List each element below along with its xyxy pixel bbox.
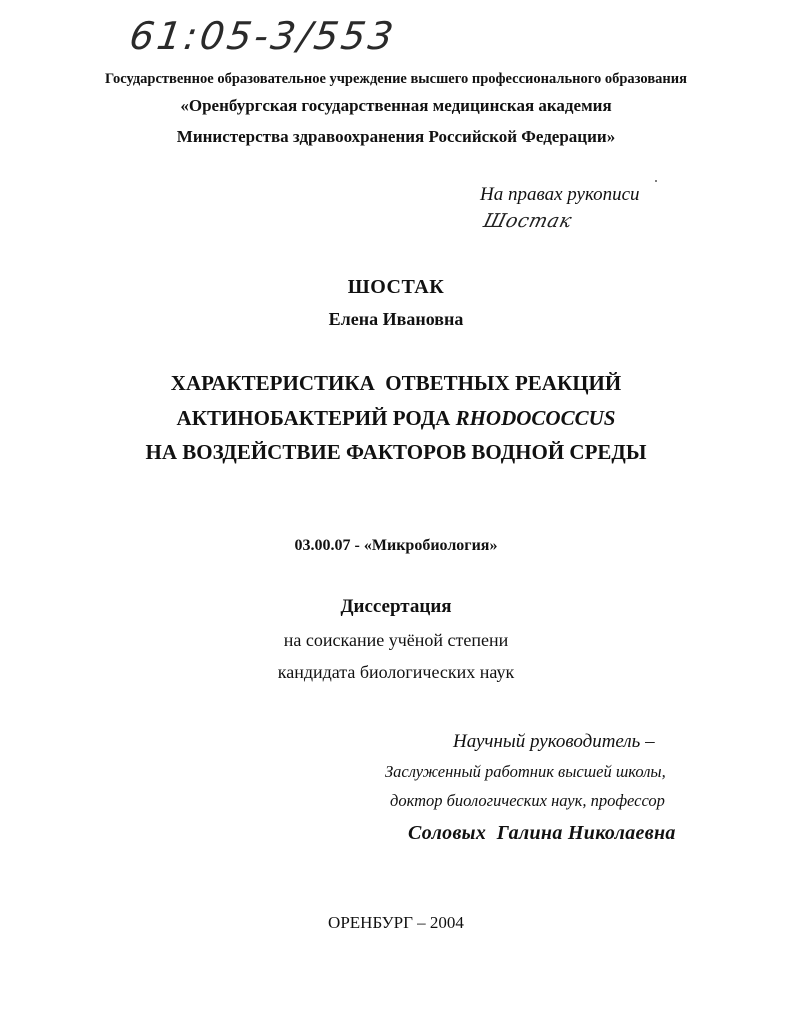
institution-line-2: «Оренбургская государственная медицинская академия — [180, 96, 612, 115]
advisor-label: Научный руководитель – — [453, 731, 655, 752]
author-given-names: Елена Ивановна — [328, 309, 464, 329]
title-genus-name: RHODOCOCCUS — [455, 406, 616, 430]
archive-code-handwritten: 61:05-3/553 — [126, 14, 399, 58]
title-line-3: НА ВОЗДЕЙСТВИЕ ФАКТОРОВ ВОДНОЙ СРЕДЫ — [145, 440, 647, 464]
institution-line-3: Министерства здравоохранения Российской Федерации» — [176, 127, 616, 146]
degree-line-2: кандидата биологических наук — [277, 662, 515, 682]
title-line-2-prefix: АКТИНОБАКТЕРИЙ РОДА — [176, 406, 451, 430]
degree-line-1: на соискание учёной степени — [283, 630, 509, 650]
advisor-name: Соловых Галина Николаевна — [408, 822, 676, 844]
manuscript-rights-note: На правах рукописи — [480, 184, 640, 205]
institution-line-1: Государственное образовательное учреждение высшего профессионального образования — [105, 71, 687, 87]
author-surname: ШОСТАК — [347, 276, 445, 298]
advisor-title-line-2: доктор биологических наук, профессор — [390, 791, 665, 810]
scan-speck — [655, 180, 657, 182]
title-line-2 — [0, 406, 792, 431]
specialty-code: 03.00.07 - «Микробиология» — [294, 537, 498, 554]
title-line-1: ХАРАКТЕРИСТИКА ОТВЕТНЫХ РЕАКЦИЙ — [170, 371, 622, 395]
author-signature: Шостак — [481, 210, 575, 232]
advisor-title-line-1: Заслуженный работник высшей школы, — [385, 762, 666, 781]
document-type: Диссертация — [340, 596, 452, 617]
city-year: ОРЕНБУРГ – 2004 — [328, 913, 464, 932]
